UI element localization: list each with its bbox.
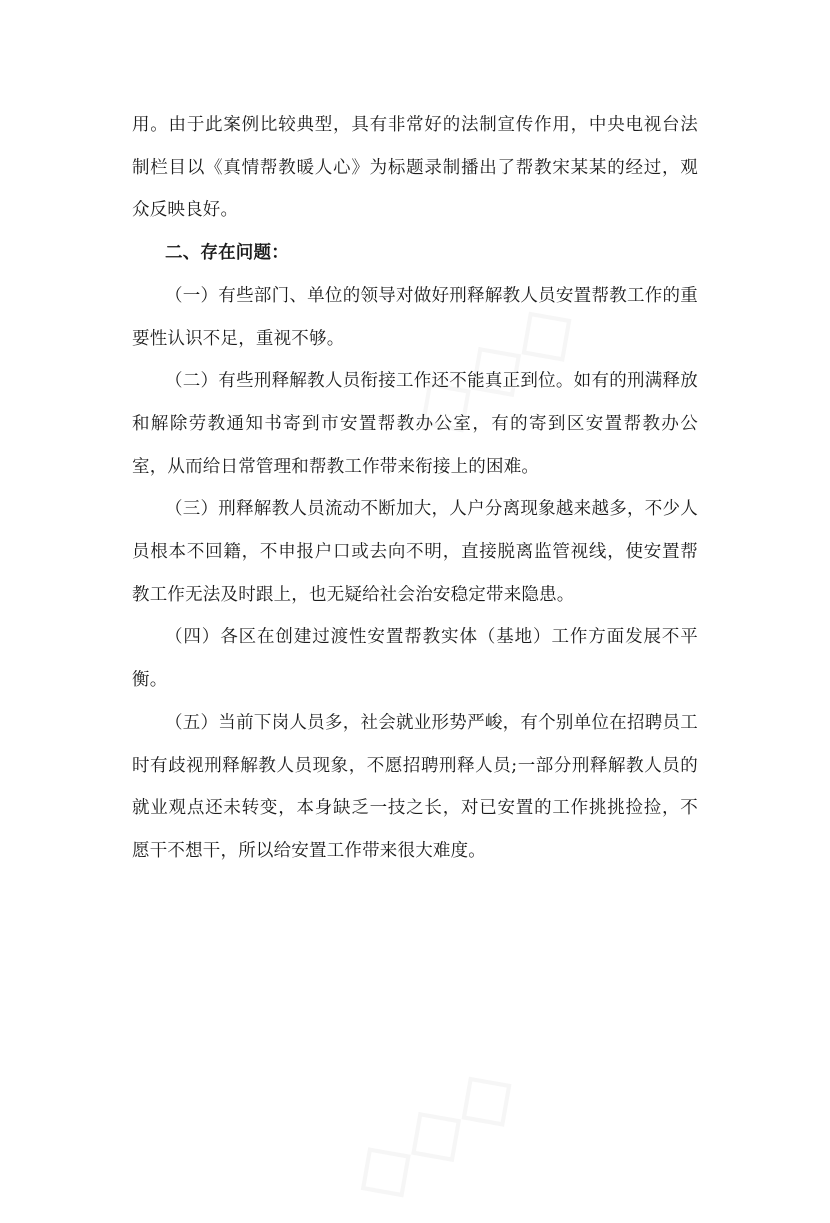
- document-body: [132, 104, 698, 873]
- paragraph-problem-2: （二）有些刑释解教人员衔接工作还不能真正到位。如有的刑满释放和解除劳教通知书寄到市安置帮教办公室，有的寄到区安置帮教办公室，从而给日常管理和帮教工作带来衔接上的困难。: [132, 371, 698, 477]
- paragraph-continuation: 用。由于此案例比较典型，具有非常好的法制宣传作用，中央电视台法制栏目以《真情帮教暖人心》为标题录制播出了帮教宋某某的经过，观众反映良好。: [132, 115, 698, 221]
- section-heading-problems: 二、存在问题：: [165, 243, 289, 264]
- watermark-mark-bottom: [330, 1040, 535, 1222]
- paragraph-problem-5: （五）当前下岗人员多，社会就业形势严峻，有个别单位在招聘员工时有歧视刑释解教人员现象，不愿招聘刑释人员;一部分刑释解教人员的就业观点还未转变，本身缺乏一技之长，对已安置的工作挑挑捡捡，不愿干不想干，所以给安置工作带来很大难度。: [132, 712, 698, 861]
- paragraph-problem-1: （一）有些部门、单位的领导对做好刑释解教人员安置帮教工作的重要性认识不足，重视不够。: [132, 285, 698, 349]
- paragraph-problem-3: （三）刑释解教人员流动不断加大，人户分离现象越来越多，不少人员根本不回籍，不申报户口或去向不明，直接脱离监管视线，使安置帮教工作无法及时跟上，也无疑给社会治安稳定带来隐患。: [132, 499, 698, 605]
- paragraph-problem-4: （四）各区在创建过渡性安置帮教实体（基地）工作方面发展不平衡。: [132, 627, 698, 691]
